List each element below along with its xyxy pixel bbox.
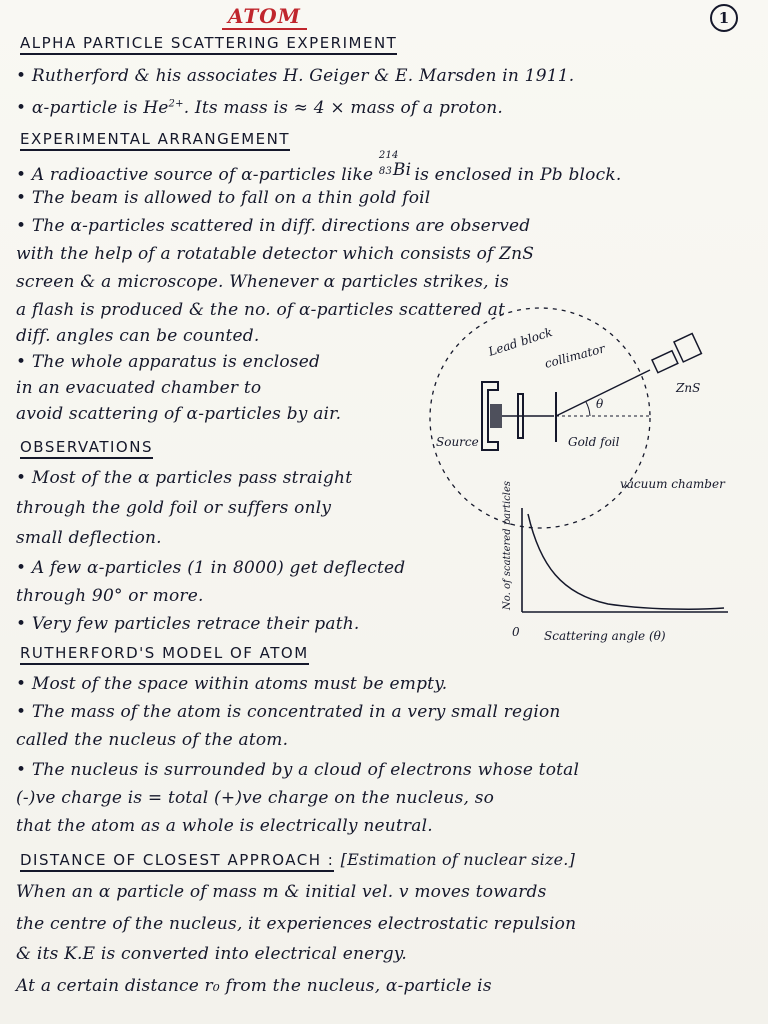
page-title: ATOM (222, 4, 307, 30)
text-line-9: diff. angles can be counted. (16, 326, 260, 346)
text-line-10: • The whole apparatus is enclosed (16, 352, 321, 372)
model-line-6: that the atom as a whole is electrically neutral. (16, 816, 433, 836)
text-line-4: • The beam is allowed to fall on a thin gold foil (16, 188, 431, 208)
text-line-2: • α-particle is $He^{2+}$. Its mass is ≈ 4 × mass of a proton. (16, 98, 504, 118)
obs-line-5: through 90° or more. (16, 586, 204, 606)
gold-foil-label: Gold foil (568, 435, 620, 449)
theta-arc (586, 402, 590, 416)
obs-line-2: through the gold foil or suffers only (16, 498, 332, 518)
text-line-12: avoid scattering of α-particles by air. (16, 404, 342, 424)
heading-rutherford-model: RUTHERFORD'S MODEL OF ATOM (20, 644, 309, 662)
text-line-7: screen & a microscope. Whenever α particles strikes, is (16, 272, 509, 292)
text-line-5: • The α-particles scattered in diff. directions are observed (16, 216, 531, 236)
obs-line-4: • A few α-particles (1 in 8000) get deflected (16, 558, 406, 578)
bismuth-isotope: 214 83 Bi (378, 150, 412, 180)
text-line-1: • Rutherford & his associates H. Geiger & E. Marsden in 1911. (16, 66, 575, 86)
lead-block-label: Lead block (486, 324, 555, 359)
model-line-5: (-)ve charge is = total (+)ve charge on the nucleus, so (16, 788, 495, 808)
heading-observations: OBSERVATIONS (20, 438, 153, 456)
source-label: Source (436, 435, 479, 449)
page-number: 1 (710, 4, 738, 32)
dist-line-4: At a certain distance r₀ from the nucleus, α-particle is (16, 976, 492, 996)
text-line-6: with the help of a rotatable detector which consists of ZnS (16, 244, 535, 264)
graph-x-label: Scattering angle (θ) (544, 629, 666, 643)
vacuum-chamber-label: vacuum chamber (620, 477, 725, 491)
graph-y-label: No. of scattered particles (502, 481, 513, 610)
scattering-apparatus-diagram (430, 324, 768, 491)
theta-label: θ (596, 397, 604, 411)
model-line-1: • Most of the space within atoms must be empty. (16, 674, 448, 694)
heading-experimental-arrangement: EXPERIMENTAL ARRANGEMENT (20, 130, 290, 148)
heading-closest-approach: DISTANCE OF CLOSEST APPROACH : [Estimation of nuclear size.] (20, 850, 575, 869)
obs-line-3: small deflection. (16, 528, 162, 548)
dist-line-1: When an α particle of mass m & initial vel. v moves towards (16, 882, 547, 902)
zns-label: ZnS (676, 381, 701, 395)
model-line-2: • The mass of the atom is concentrated in a very small region (16, 702, 561, 722)
graph-origin-label: 0 (512, 625, 520, 639)
dist-line-2: the centre of the nucleus, it experiences electrostatic repulsion (16, 914, 577, 934)
text-line-8: a flash is produced & the no. of α-particles scattered at (16, 300, 506, 320)
zns-screen (652, 351, 678, 373)
microscope (674, 334, 701, 362)
obs-line-6: • Very few particles retrace their path. (16, 614, 360, 634)
model-line-3: called the nucleus of the atom. (16, 730, 289, 750)
heading-alpha-scattering: ALPHA PARTICLE SCATTERING EXPERIMENT (20, 34, 397, 52)
collimator-label: collimator (543, 341, 607, 371)
text-line-3: • A radioactive source of α-particles like 214 83 Bi is enclosed in Pb block. (16, 150, 622, 185)
source-block (490, 404, 502, 428)
scattering-curve (528, 514, 724, 609)
obs-line-1: • Most of the α particles pass straight (16, 468, 353, 488)
model-line-4: • The nucleus is surrounded by a cloud of electrons whose total (16, 760, 580, 780)
dist-line-3: & its K.E is converted into electrical energy. (16, 944, 407, 964)
text-line-11: in an evacuated chamber to (16, 378, 262, 398)
